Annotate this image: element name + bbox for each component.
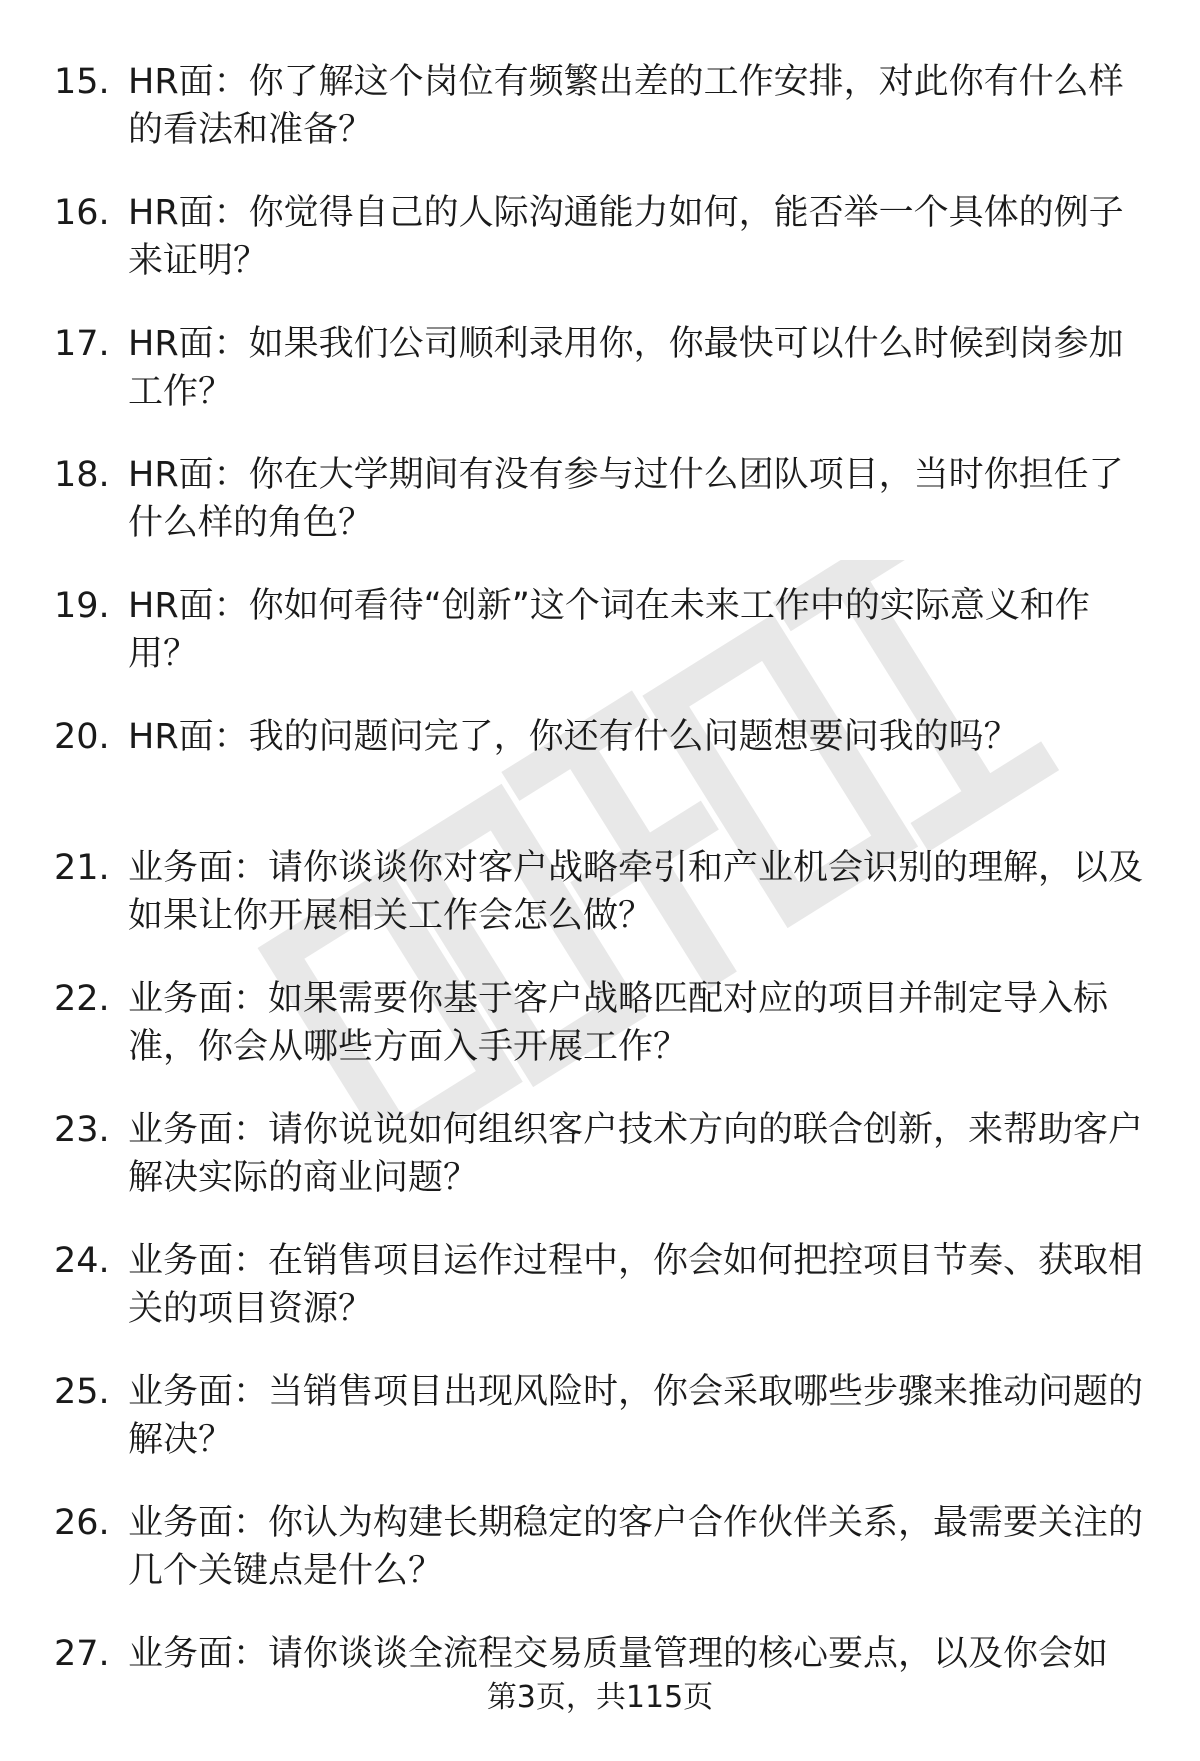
question-number: 16.	[54, 193, 110, 233]
list-item	[54, 451, 1154, 582]
question-text: 业务面：当销售项目出现风险时，你会采取哪些步骤来推动问题的解决？	[128, 1372, 1144, 1460]
list-item	[54, 189, 1154, 320]
question-text: 业务面：请你谈谈你对客户战略牵引和产业机会识别的理解，以及如果让你开展相关工作会怎么做？	[128, 848, 1144, 936]
question-list	[54, 58, 1154, 1761]
question-text: HR面：如果我们公司顺利录用你，你最快可以什么时候到岗参加工作？	[128, 324, 1124, 412]
question-number: 15.	[54, 62, 110, 102]
question-number: 26.	[54, 1503, 110, 1543]
page-footer: 第3页，共115页	[486, 1680, 714, 1715]
list-item	[54, 1499, 1154, 1630]
question-number: 18.	[54, 455, 110, 495]
question-text: HR面：你了解这个岗位有频繁出差的工作安排，对此你有什么样的看法和准备？	[128, 62, 1124, 150]
question-text: HR面：你觉得自己的人际沟通能力如何，能否举一个具体的例子来证明？	[128, 193, 1124, 281]
question-number: 17.	[54, 324, 110, 364]
question-text: 业务面：如果需要你基于客户战略匹配对应的项目并制定导入标准，你会从哪些方面入手开展工作？	[128, 979, 1109, 1067]
list-item	[54, 1237, 1154, 1368]
question-text: HR面：我的问题问完了，你还有什么问题想要问我的吗？	[128, 717, 1019, 757]
question-text: 业务面：你认为构建长期稳定的客户合作伙伴关系，最需要关注的几个关键点是什么？	[128, 1503, 1144, 1591]
question-number: 21.	[54, 848, 110, 888]
list-item	[54, 320, 1154, 451]
list-item	[54, 582, 1154, 713]
question-number: 19.	[54, 586, 110, 626]
question-number: 20.	[54, 717, 110, 757]
list-item	[54, 975, 1154, 1106]
question-text: HR面：你在大学期间有没有参与过什么团队项目，当时你担任了什么样的角色？	[128, 455, 1124, 543]
list-item	[54, 844, 1154, 975]
question-number: 25.	[54, 1372, 110, 1412]
list-item	[54, 58, 1154, 189]
list-item	[54, 1106, 1154, 1237]
list-item	[54, 1368, 1154, 1499]
list-item	[54, 713, 1154, 844]
question-text: HR面：你如何看待“创新”这个词在未来工作中的实际意义和作用？	[128, 586, 1090, 674]
question-number: 23.	[54, 1110, 110, 1150]
question-number: 22.	[54, 979, 110, 1019]
question-number: 24.	[54, 1241, 110, 1281]
question-text: 业务面：请你谈谈全流程交易质量管理的核心要点，以及你会如	[128, 1634, 1109, 1674]
question-text: 业务面：请你说说如何组织客户技术方向的联合创新，来帮助客户解决实际的商业问题？	[128, 1110, 1144, 1198]
question-number: 27.	[54, 1634, 110, 1674]
question-text: 业务面：在销售项目运作过程中，你会如何把控项目节奏、获取相关的项目资源？	[128, 1241, 1144, 1329]
